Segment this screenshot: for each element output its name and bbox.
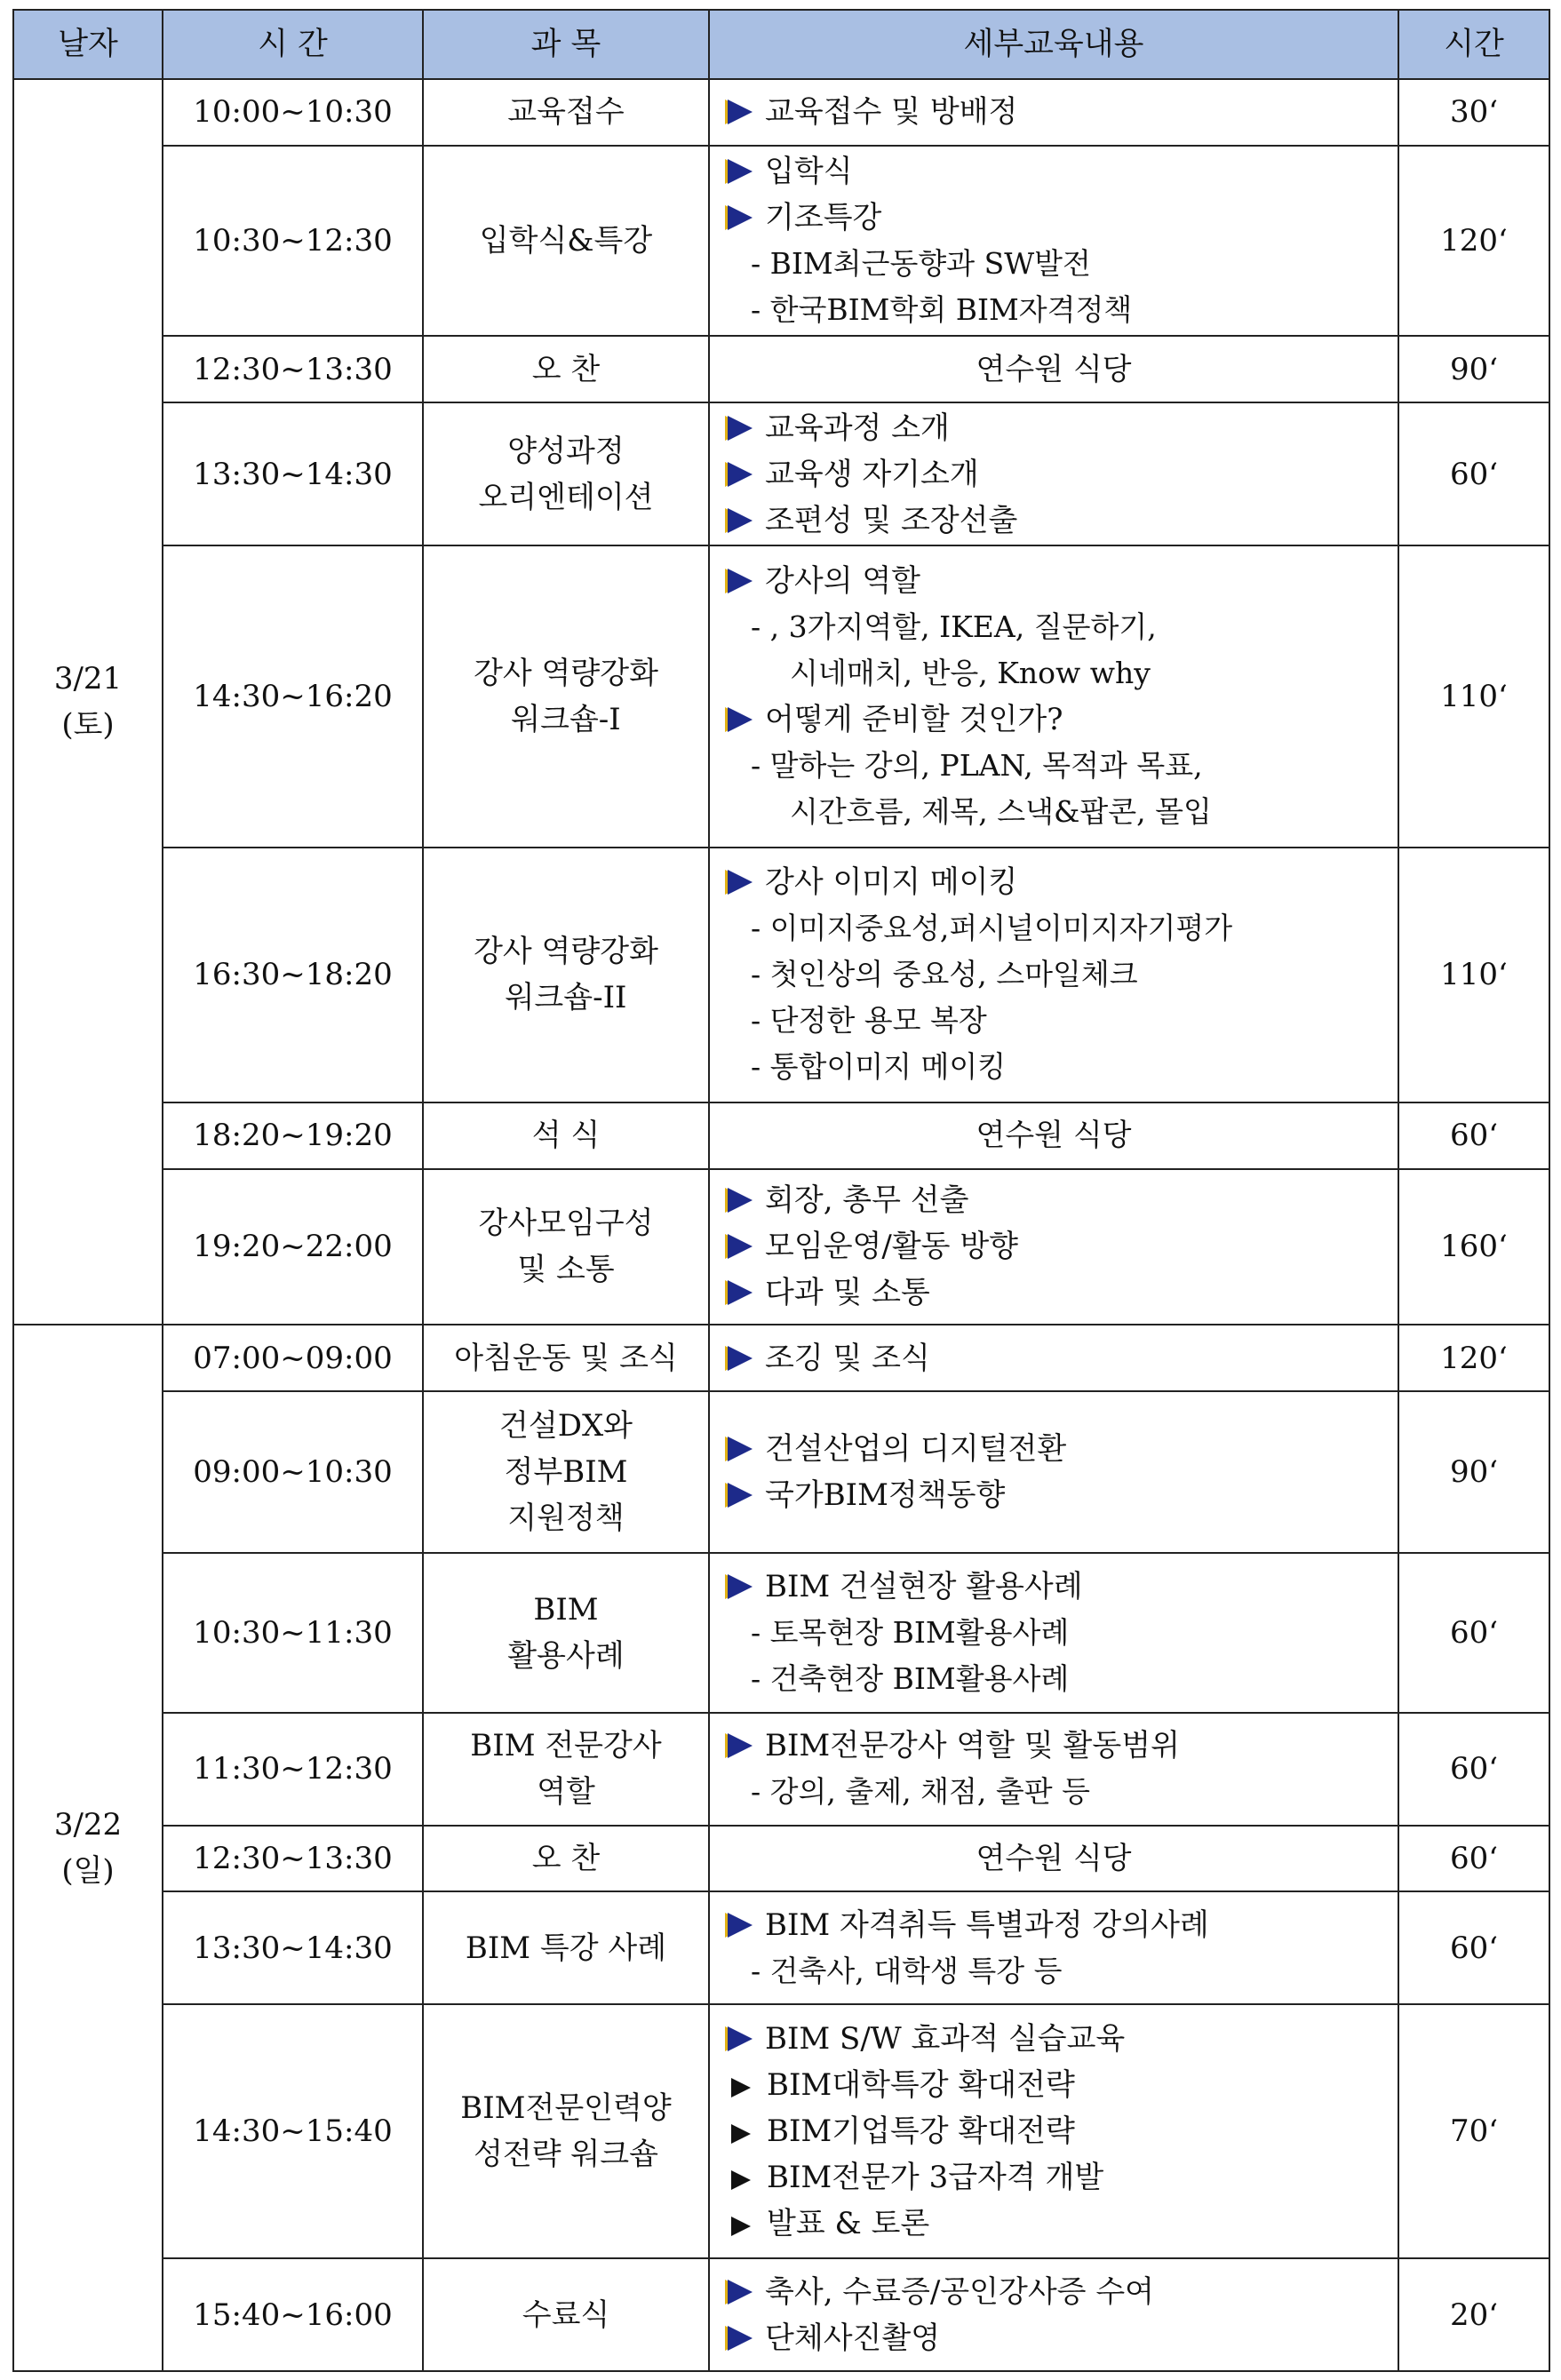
content-line — [728, 195, 1398, 241]
subject-line: 워크숍-II — [505, 980, 627, 1016]
arrow-bullet-icon — [728, 569, 753, 593]
subject-cell — [423, 848, 709, 1102]
content-line — [728, 89, 1398, 135]
duration-cell: 20‘ — [1398, 2258, 1549, 2371]
content-line — [728, 998, 1398, 1044]
content-line — [728, 1902, 1398, 1948]
duration-cell: 60‘ — [1398, 1553, 1549, 1713]
time-cell: 11:30~12:30 — [163, 1713, 423, 1826]
content-text: - BIM최근동향과 SW발전 — [751, 245, 1091, 281]
arrow-bullet-icon — [728, 1188, 753, 1213]
subject-cell — [423, 1826, 709, 1892]
content-text: BIM대학특강 확대전략 — [767, 2067, 1075, 2104]
duration-cell: 60‘ — [1398, 1713, 1549, 1826]
subject-cell — [423, 336, 709, 402]
content-text: 기조특강 — [765, 199, 882, 235]
content-text: 시네매치, 반응, Know why — [790, 656, 1151, 691]
subject-line: 수료식 — [522, 2296, 610, 2333]
duration-cell: 90‘ — [1398, 336, 1549, 402]
content-cell — [709, 848, 1398, 1102]
content-line — [728, 1426, 1398, 1472]
duration-cell: 30‘ — [1398, 79, 1549, 146]
content-text: - 한국BIM학회 BIM자격정책 — [751, 291, 1133, 327]
content-text: 건설산업의 디지털전환 — [765, 1430, 1067, 1467]
content-line — [728, 1177, 1398, 1223]
arrow-bullet-icon — [728, 462, 753, 487]
header-date: 날자 — [13, 10, 163, 79]
subject-line: BIM 특강 사례 — [465, 1930, 667, 1966]
arrow-bullet-icon — [728, 707, 753, 732]
table-row — [13, 79, 1549, 146]
subject-line: 정부BIM — [504, 1453, 628, 1490]
content-cell — [709, 545, 1398, 847]
content-cell — [709, 1325, 1398, 1391]
content-text: BIM 자격취득 특별과정 강의사례 — [765, 1906, 1209, 1943]
subject-line: 석 식 — [531, 1118, 601, 1154]
table-row — [13, 1391, 1549, 1553]
arrow-bullet-icon — [728, 159, 753, 184]
content-line — [728, 1472, 1398, 1518]
duration-cell: 110‘ — [1398, 545, 1549, 847]
content-line — [728, 905, 1398, 951]
date-cell — [13, 79, 163, 1325]
subject-line: 워크숍-I — [511, 702, 621, 738]
content-text: 교육접수 및 방배정 — [765, 94, 1018, 131]
content-text: 강사 이미지 메이킹 — [765, 864, 1018, 901]
content-text: 어떻게 준비할 것인가? — [765, 702, 1063, 738]
arrow-bullet-icon — [728, 1346, 753, 1371]
subject-line: 강사 역량강화 — [474, 656, 658, 692]
content-line — [728, 951, 1398, 998]
table-row — [13, 2258, 1549, 2371]
content-cell — [709, 79, 1398, 146]
content-text: 국가BIM정책동향 — [765, 1477, 1006, 1513]
content-text: - 이미지중요성,퍼시널이미지자기평가 — [751, 911, 1233, 946]
content-text: - 통합이미지 메이킹 — [751, 1049, 1007, 1085]
subject-line: 지원정책 — [507, 1500, 625, 1536]
content-cell — [709, 1713, 1398, 1826]
content-line — [728, 1769, 1398, 1815]
content-text: 조편성 및 조장선출 — [765, 502, 1018, 538]
date-line: 3/22 — [53, 1807, 123, 1843]
content-text: 강사의 역할 — [765, 563, 921, 600]
content-cell — [709, 1391, 1398, 1553]
content-line — [728, 2201, 1398, 2247]
content-cell: 연수원 식당 — [709, 336, 1398, 402]
content-text: BIM전문가 3급자격 개발 — [767, 2160, 1104, 2196]
subject-cell — [423, 1553, 709, 1713]
date-cell — [13, 1325, 163, 2371]
content-text: - 강의, 출제, 채점, 출판 등 — [751, 1774, 1090, 1810]
content-line — [728, 2062, 1398, 2108]
subject-line: 강사모임구성 — [478, 1206, 654, 1242]
content-line — [728, 1044, 1398, 1090]
arrow-bullet-icon — [728, 1437, 753, 1461]
time-cell: 12:30~13:30 — [163, 336, 423, 402]
table-row — [13, 402, 1549, 546]
subject-line: 건설DX와 — [499, 1407, 633, 1444]
content-line — [728, 2154, 1398, 2201]
table-row — [13, 1102, 1549, 1169]
subject-cell — [423, 1325, 709, 1391]
content-text: BIM전문강사 역할 및 활동범위 — [765, 1728, 1180, 1764]
subject-cell — [423, 2004, 709, 2258]
arrow-bullet-icon — [728, 1913, 753, 1938]
content-line — [728, 696, 1398, 743]
duration-cell: 110‘ — [1398, 848, 1549, 1102]
content-line — [728, 1610, 1398, 1656]
content-line — [728, 743, 1398, 789]
arrow-bullet-icon — [728, 2326, 753, 2351]
content-line — [728, 1223, 1398, 1270]
content-line — [728, 451, 1398, 497]
date-line: (토) — [61, 707, 115, 744]
duration-cell: 160‘ — [1398, 1169, 1549, 1325]
table-row — [13, 1826, 1549, 1892]
arrow-bullet-icon — [728, 1483, 753, 1508]
subject-cell — [423, 1891, 709, 2004]
subject-line: 아침운동 및 조식 — [454, 1340, 678, 1376]
header-row — [13, 10, 1549, 79]
content-text: - 토목현장 BIM활용사례 — [751, 1614, 1070, 1650]
subject-line: 성전략 워크숍 — [474, 2137, 658, 2173]
arrow-bullet-icon — [728, 1280, 753, 1305]
content-text: BIM 건설현장 활용사례 — [765, 1568, 1083, 1604]
content-line — [728, 2108, 1398, 2154]
content-cell — [709, 2258, 1398, 2371]
duration-cell: 70‘ — [1398, 2004, 1549, 2258]
subject-line: BIM — [533, 1591, 599, 1628]
content-text: 교육생 자기소개 — [765, 456, 979, 492]
arrow-bullet-icon — [728, 99, 753, 124]
content-text: - 건축현장 BIM활용사례 — [751, 1660, 1070, 1696]
content-text: - 첫인상의 중요성, 스마일체크 — [751, 957, 1138, 992]
content-line — [728, 1335, 1398, 1381]
time-cell: 07:00~09:00 — [163, 1325, 423, 1391]
content-line — [728, 405, 1398, 451]
arrow-bullet-icon — [728, 205, 753, 230]
arrow-bullet-icon — [731, 2078, 751, 2097]
content-line — [728, 2315, 1398, 2361]
content-cell — [709, 146, 1398, 337]
subject-line: 오 찬 — [531, 1840, 601, 1876]
arrow-bullet-icon — [728, 870, 753, 895]
time-cell: 10:30~11:30 — [163, 1553, 423, 1713]
content-text: 다과 및 소통 — [765, 1275, 930, 1311]
content-text: - 건축사, 대학생 특강 등 — [751, 1953, 1063, 1988]
time-cell: 09:00~10:30 — [163, 1391, 423, 1553]
subject-line: 오 찬 — [531, 351, 601, 387]
content-line — [728, 1948, 1398, 1994]
table-row — [13, 146, 1549, 337]
subject-line: 오리엔테이션 — [478, 479, 654, 515]
duration-cell: 90‘ — [1398, 1391, 1549, 1553]
subject-cell — [423, 146, 709, 337]
content-text: - 단정한 용모 복장 — [751, 1003, 987, 1039]
content-cell: 연수원 식당 — [709, 1102, 1398, 1169]
content-line — [728, 604, 1398, 650]
arrow-bullet-icon — [728, 2280, 753, 2304]
subject-line: BIM전문인력양 — [460, 2090, 672, 2127]
time-cell: 16:30~18:20 — [163, 848, 423, 1102]
content-line — [728, 1270, 1398, 1316]
content-line — [728, 1723, 1398, 1769]
arrow-bullet-icon — [728, 1733, 753, 1758]
content-text: 조깅 및 조식 — [765, 1340, 930, 1376]
date-line: (일) — [61, 1853, 115, 1890]
table-row — [13, 1553, 1549, 1713]
time-cell: 15:40~16:00 — [163, 2258, 423, 2371]
subject-line: 활용사례 — [507, 1637, 625, 1674]
subject-line: BIM 전문강사 — [470, 1728, 662, 1764]
subject-line: 교육접수 — [507, 94, 625, 131]
schedule-table — [12, 9, 1550, 2372]
subject-cell — [423, 1391, 709, 1553]
subject-line: 양성과정 — [507, 433, 625, 469]
content-text: 교육과정 소개 — [765, 410, 950, 446]
content-line — [728, 558, 1398, 604]
content-line — [728, 497, 1398, 544]
duration-cell: 60‘ — [1398, 1826, 1549, 1892]
duration-cell: 120‘ — [1398, 1325, 1549, 1391]
table-row — [13, 1713, 1549, 1826]
table-row — [13, 848, 1549, 1102]
content-cell — [709, 2004, 1398, 2258]
duration-cell: 60‘ — [1398, 1102, 1549, 1169]
table-row — [13, 2004, 1549, 2258]
subject-cell — [423, 1102, 709, 1169]
time-cell: 19:20~22:00 — [163, 1169, 423, 1325]
subject-cell — [423, 79, 709, 146]
content-text: 회장, 총무 선출 — [765, 1182, 969, 1219]
arrow-bullet-icon — [731, 2217, 751, 2236]
table-row — [13, 1169, 1549, 1325]
content-line — [728, 1656, 1398, 1702]
content-text: 모임운영/활동 방향 — [765, 1229, 1019, 1265]
content-line — [728, 148, 1398, 195]
subject-line: 및 소통 — [517, 1252, 615, 1288]
subject-line: 강사 역량강화 — [474, 934, 658, 970]
arrow-bullet-icon — [728, 2026, 753, 2051]
arrow-bullet-icon — [731, 2124, 751, 2144]
table-row — [13, 336, 1549, 402]
header-duration: 시간 — [1398, 10, 1549, 79]
content-cell — [709, 1169, 1398, 1325]
header-subject: 과 목 — [423, 10, 709, 79]
content-line — [728, 859, 1398, 905]
content-line — [728, 1564, 1398, 1610]
time-cell: 10:30~12:30 — [163, 146, 423, 337]
content-line — [728, 650, 1398, 696]
content-text: 시간흐름, 제목, 스낵&팝콘, 몰입 — [790, 794, 1212, 830]
content-cell: 연수원 식당 — [709, 1826, 1398, 1892]
subject-line: 역할 — [537, 1774, 595, 1811]
table-row — [13, 1325, 1549, 1391]
header-content: 세부교육내용 — [709, 10, 1398, 79]
content-text: 단체사진촬영 — [765, 2320, 941, 2356]
subject-cell — [423, 1169, 709, 1325]
content-line — [728, 287, 1398, 333]
time-cell: 18:20~19:20 — [163, 1102, 423, 1169]
table-row — [13, 545, 1549, 847]
subject-cell — [423, 2258, 709, 2371]
arrow-bullet-icon — [728, 508, 753, 533]
content-text: 입학식 — [765, 153, 853, 189]
date-line: 3/21 — [53, 661, 123, 697]
content-line — [728, 241, 1398, 287]
content-text: BIM기업특강 확대전략 — [767, 2113, 1075, 2150]
duration-cell: 60‘ — [1398, 1891, 1549, 2004]
content-line — [728, 789, 1398, 835]
time-cell: 13:30~14:30 — [163, 1891, 423, 2004]
content-text: - 말하는 강의, PLAN, 목적과 목표, — [751, 748, 1203, 784]
time-cell: 14:30~15:40 — [163, 2004, 423, 2258]
content-text: 발표 & 토론 — [767, 2206, 930, 2242]
content-line — [728, 2016, 1398, 2062]
header-time: 시 간 — [163, 10, 423, 79]
content-text: 축사, 수료증/공인강사증 수여 — [765, 2273, 1155, 2310]
content-text: - , 3가지역할, IKEA, 질문하기, — [751, 609, 1157, 645]
arrow-bullet-icon — [728, 1234, 753, 1259]
arrow-bullet-icon — [728, 1574, 753, 1599]
subject-cell — [423, 402, 709, 546]
time-cell: 14:30~16:20 — [163, 545, 423, 847]
content-text: BIM S/W 효과적 실습교육 — [765, 2021, 1126, 2058]
time-cell: 13:30~14:30 — [163, 402, 423, 546]
time-cell: 12:30~13:30 — [163, 1826, 423, 1892]
duration-cell: 60‘ — [1398, 402, 1549, 546]
content-cell — [709, 402, 1398, 546]
table-row — [13, 1891, 1549, 2004]
arrow-bullet-icon — [731, 2170, 751, 2190]
arrow-bullet-icon — [728, 416, 753, 441]
duration-cell: 120‘ — [1398, 146, 1549, 337]
subject-cell — [423, 1713, 709, 1826]
subject-cell — [423, 545, 709, 847]
subject-line: 입학식&특강 — [479, 222, 653, 259]
time-cell: 10:00~10:30 — [163, 79, 423, 146]
content-cell — [709, 1553, 1398, 1713]
content-cell — [709, 1891, 1398, 2004]
content-line — [728, 2269, 1398, 2315]
